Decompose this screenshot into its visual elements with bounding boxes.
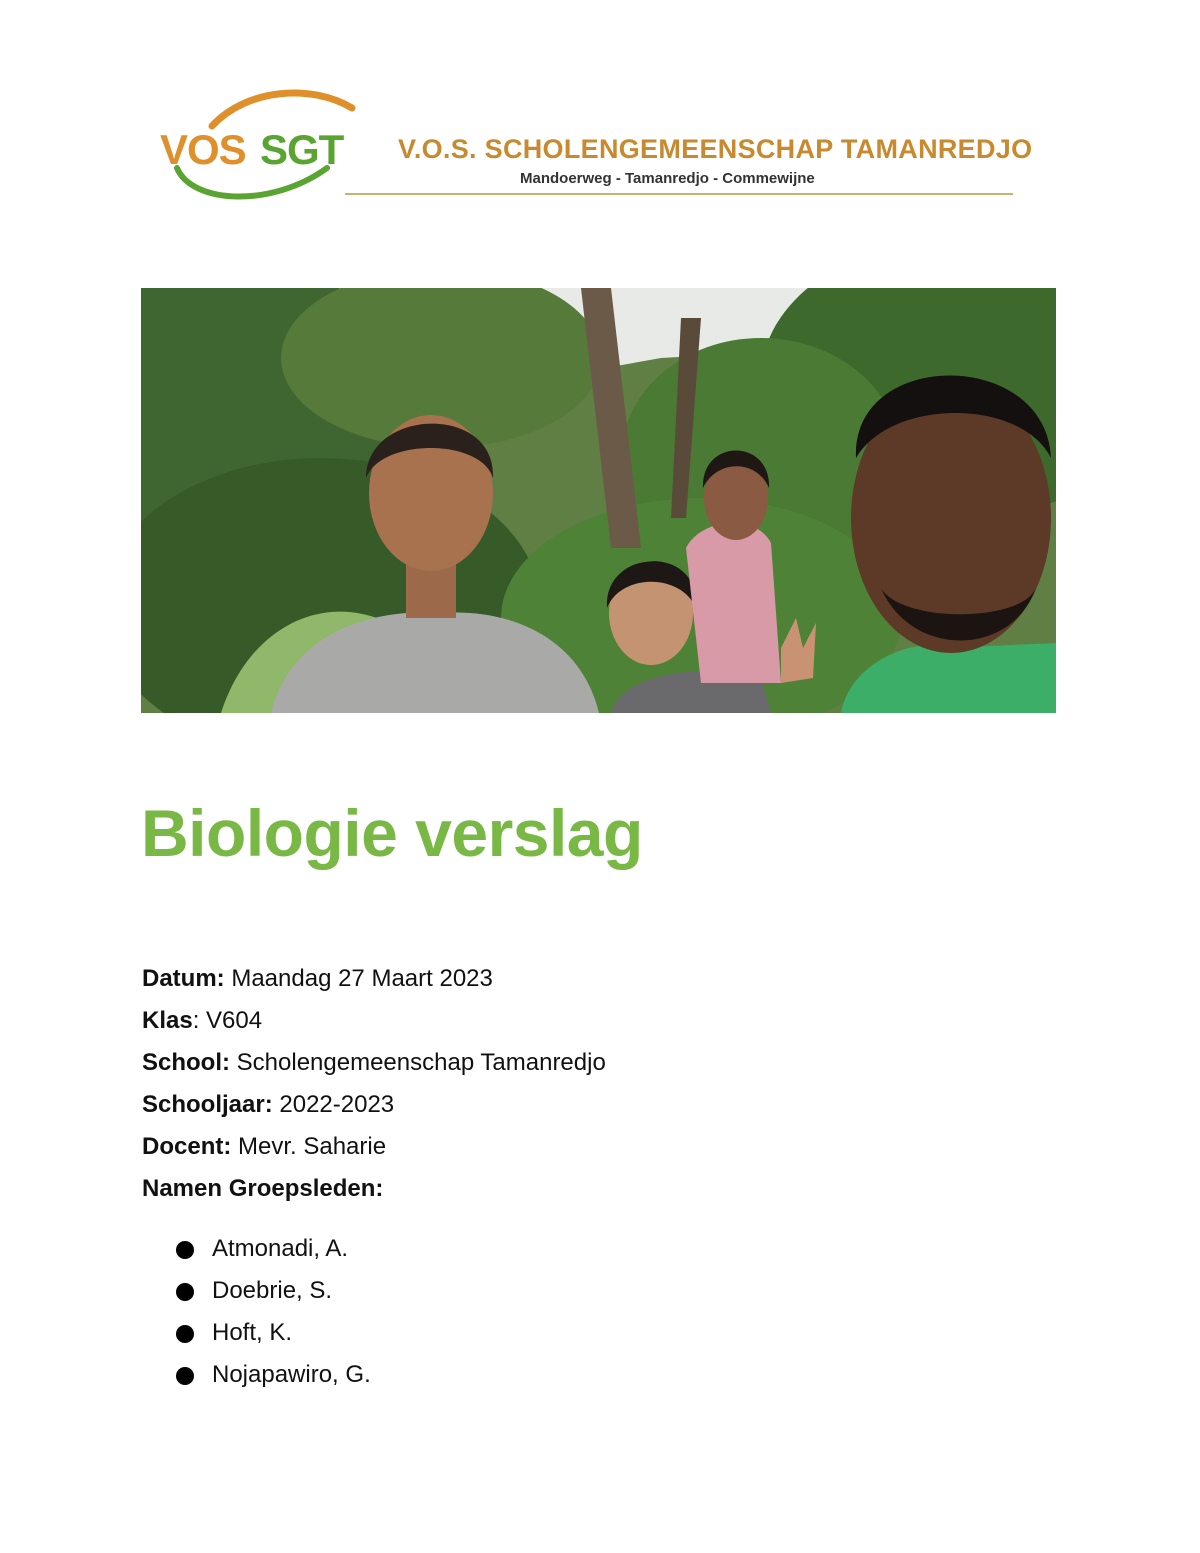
klas-label: Klas xyxy=(142,1007,193,1034)
group-photo xyxy=(141,288,1056,713)
info-school xyxy=(142,1042,1042,1084)
info-groepsleden xyxy=(142,1168,1042,1210)
svg-text:SGT: SGT xyxy=(260,126,344,173)
school-label: School: xyxy=(142,1049,230,1076)
school-address: Mandoerweg - Tamanredjo - Commewijne xyxy=(520,170,815,187)
school-logo xyxy=(152,86,372,206)
list-item xyxy=(176,1270,371,1312)
info-datum xyxy=(142,958,1042,1000)
bullet-icon xyxy=(176,1241,194,1259)
svg-text:VOS: VOS xyxy=(160,126,246,173)
info-schooljaar xyxy=(142,1084,1042,1126)
info-klas xyxy=(142,1000,1042,1042)
school-value: Scholengemeenschap Tamanredjo xyxy=(230,1049,606,1076)
klas-value: : V604 xyxy=(192,1007,263,1034)
document-title: Biologie verslag xyxy=(141,796,643,870)
datum-label: Datum: xyxy=(142,965,225,992)
list-item xyxy=(176,1312,371,1354)
bullet-icon xyxy=(176,1283,194,1301)
member-name: Hoft, K. xyxy=(212,1319,293,1346)
info-docent xyxy=(142,1126,1042,1168)
list-item xyxy=(176,1228,371,1270)
bullet-icon xyxy=(176,1325,194,1343)
member-name: Atmonadi, A. xyxy=(212,1235,349,1262)
docent-value: Mevr. Saharie xyxy=(231,1133,387,1160)
list-item xyxy=(176,1354,371,1396)
member-name: Nojapawiro, G. xyxy=(212,1361,371,1388)
schooljaar-label: Schooljaar: xyxy=(142,1091,273,1118)
schooljaar-value: 2022-2023 xyxy=(272,1091,395,1118)
group-members-list xyxy=(176,1228,371,1396)
docent-label: Docent: xyxy=(142,1133,232,1160)
header-divider xyxy=(345,193,1013,195)
letterhead xyxy=(140,82,1033,212)
bullet-icon xyxy=(176,1367,194,1385)
report-info xyxy=(142,958,1042,1210)
groepsleden-label: Namen Groepsleden: xyxy=(142,1175,384,1202)
member-name: Doebrie, S. xyxy=(212,1277,333,1304)
group-selfie-photo-icon xyxy=(141,288,1056,713)
datum-value: Maandag 27 Maart 2023 xyxy=(224,965,493,992)
school-name: V.O.S. SCHOLENGEMEENSCHAP TAMANREDJO xyxy=(398,134,1033,164)
